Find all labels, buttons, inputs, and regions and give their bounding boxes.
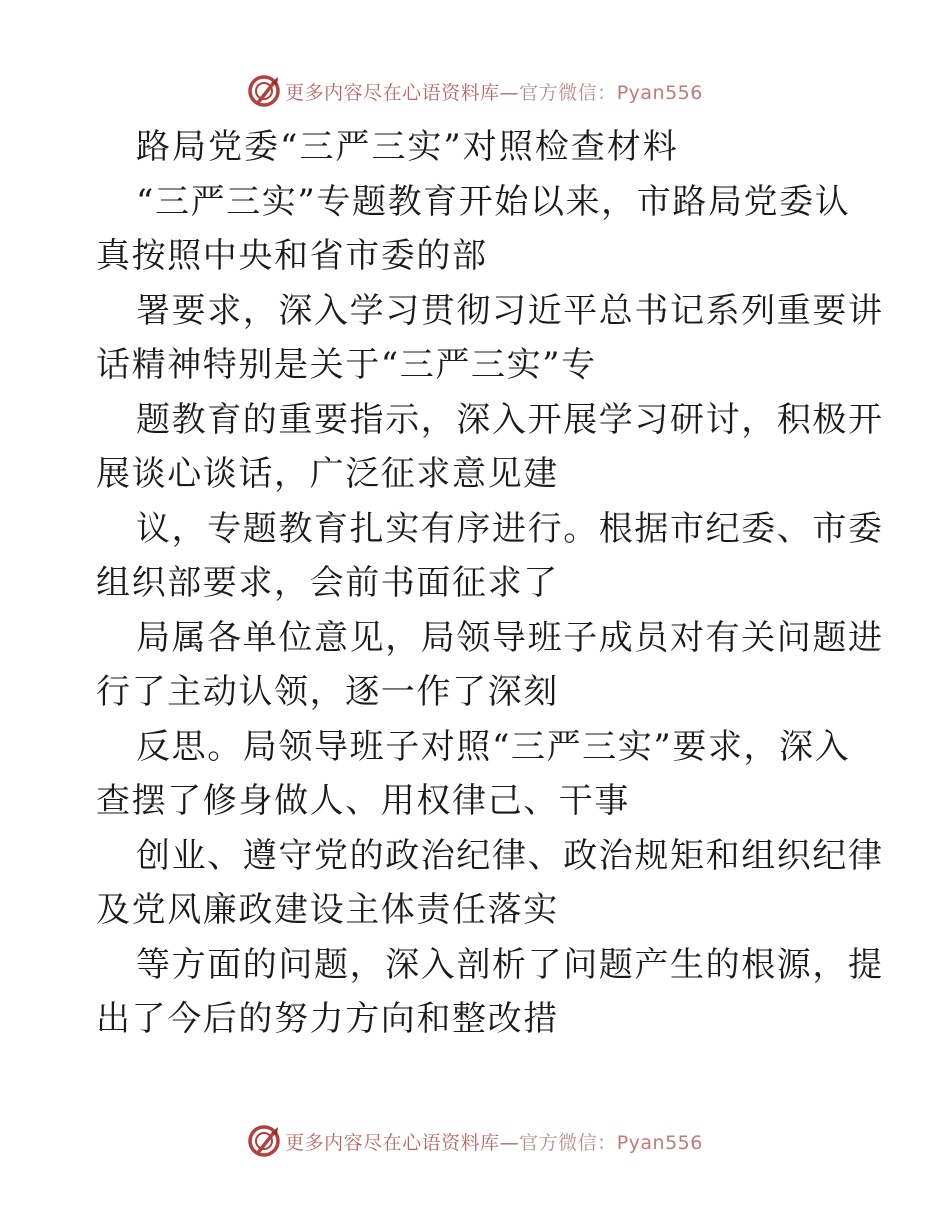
paragraph-line: 局属各单位意见，局领导班子成员对有关问题进 xyxy=(136,617,884,658)
document-title: 路局党委“三严三实”对照检查材料 xyxy=(136,127,679,167)
paragraph-line: 署要求，深入学习贯彻习近平总书记系列重要讲 xyxy=(136,290,884,331)
paragraph-line: 等方面的问题，深入剖析了问题产生的根源，提 xyxy=(136,944,884,985)
paragraph-line: 题教育的重要指示，深入开展学习研讨，积极开 xyxy=(136,399,884,440)
paragraph-line: 行了主动认领，逐一作了深刻 xyxy=(96,672,559,712)
paragraph-line: 话精神特别是关于“三严三实”专 xyxy=(96,345,597,385)
watermark-main-text: 更多内容尽在心语资料库 xyxy=(285,1131,500,1154)
watermark-main-text: 更多内容尽在心语资料库 xyxy=(285,81,500,104)
document-body xyxy=(96,120,884,1047)
watermark-wechat-id: Pyan556 xyxy=(616,1131,703,1154)
paragraph-line: 议，专题教育扎实有序进行。根据市纪委、市委 xyxy=(136,508,884,549)
watermark-separator: — xyxy=(499,81,520,104)
paragraph-line: 真按照中央和省市委的部 xyxy=(96,236,488,276)
paragraph-line: 展谈心谈话，广泛征求意见建 xyxy=(96,454,559,494)
watermark-wechat-label: 官方微信： xyxy=(519,1131,617,1154)
paragraph-line: 组织部要求，会前书面征求了 xyxy=(96,563,559,603)
paragraph-line: 反思。局领导班子对照“三严三实”要求，深入 xyxy=(136,726,851,767)
quill-logo-icon xyxy=(247,74,281,108)
footer-watermark xyxy=(0,1121,950,1161)
paragraph-line: “三严三实”专题教育开始以来，市路局党委认 xyxy=(136,181,851,222)
paragraph-line: 查摆了修身做人、用权律己、干事 xyxy=(96,781,630,821)
paragraph-line: 出了今后的努力方向和整改措 xyxy=(96,999,559,1039)
quill-logo-icon xyxy=(247,1124,281,1158)
paragraph-line: 创业、遵守党的政治纪律、政治规矩和组织纪律 xyxy=(136,835,884,876)
watermark-separator: — xyxy=(499,1131,520,1154)
watermark-wechat-label: 官方微信： xyxy=(519,81,617,104)
header-watermark xyxy=(0,71,950,111)
paragraph-line: 及党风廉政建设主体责任落实 xyxy=(96,890,559,930)
watermark-wechat-id: Pyan556 xyxy=(616,81,703,104)
